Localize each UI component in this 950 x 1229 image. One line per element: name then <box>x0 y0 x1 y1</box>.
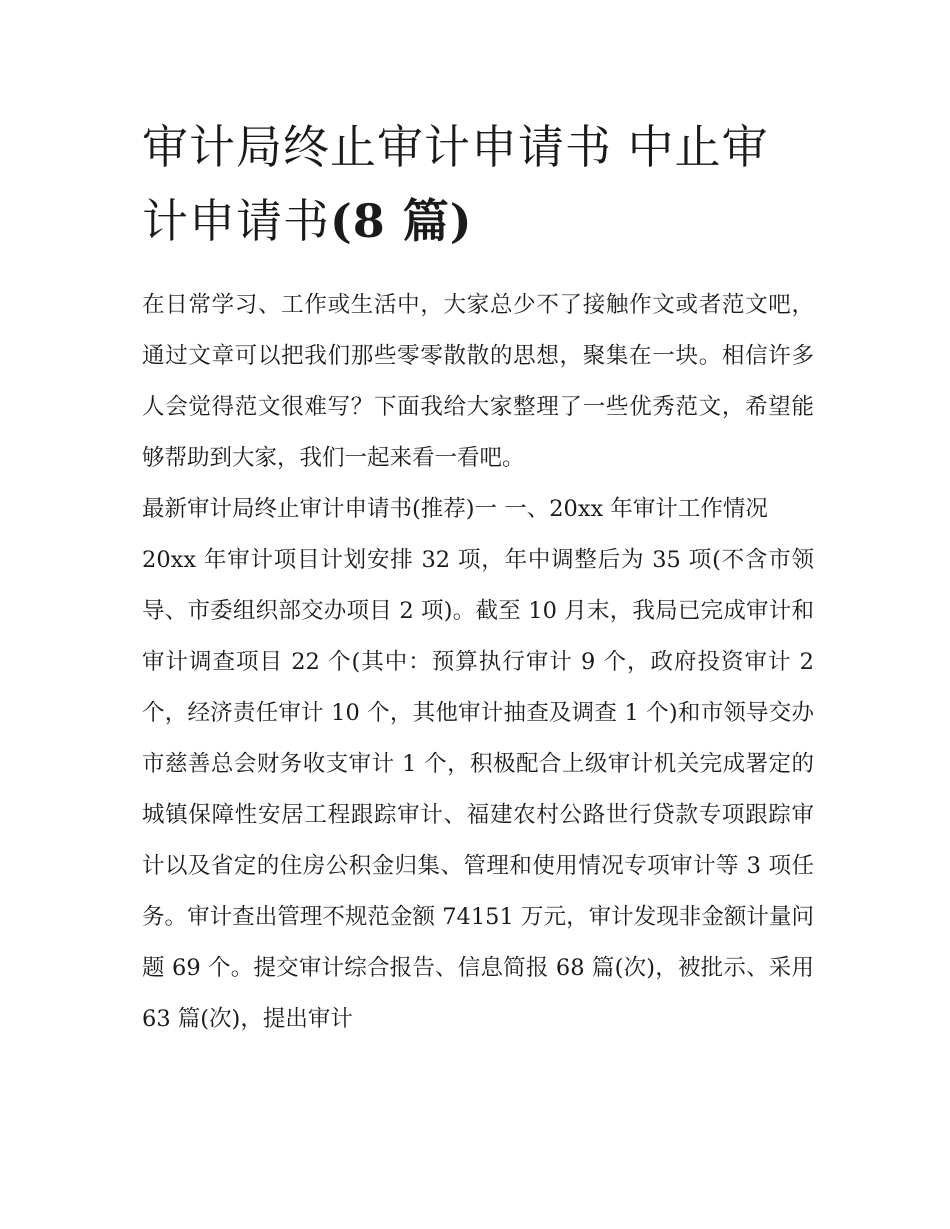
document-title <box>142 110 814 258</box>
body-paragraph: 20xx 年审计项目计划安排 32 项，年中调整后为 35 项(不含市领导、市委组织部交办项目 2 项)。截至 10 月末，我局已完成审计和审计调查项目 22 个(其中：预算执行审计 9 个，政府投资审计 2 个，经济责任审计 10 个，其他审计抽查及调查 1 个)和市领导交办市慈善总会财务收支审计 1 个，积极配合上级审计机关完成署定的城镇保障性安居工程跟踪审计、福建农村公路世行贷款专项跟踪审计以及省定的住房公积金归集、管理和使用情况专项审计等 3 项任务。审计查出管理不规范金额 74151 万元，审计发现非金额计量问题 69 个。提交审计综合报告、信息简报 68 篇(次)，被批示、采用 63 篇(次)，提出审计 <box>142 547 814 1032</box>
document-content <box>142 110 814 1045</box>
title-text: 审计局终止审计申请书 中止审计申请书 <box>142 120 769 248</box>
intro-paragraph: 在日常学习、工作或生活中，大家总少不了接触作文或者范文吧，通过文章可以把我们那些零零散散的思想，聚集在一块。相信许多人会觉得范文很难写？下面我给大家整理了一些优秀范文，希望能够帮助到大家，我们一起来看一看吧。 <box>142 292 814 471</box>
section-heading: 最新审计局终止审计申请书(推荐)一 一、20xx 年审计工作情况 <box>142 496 768 522</box>
title-count: (8 篇) <box>330 194 473 248</box>
